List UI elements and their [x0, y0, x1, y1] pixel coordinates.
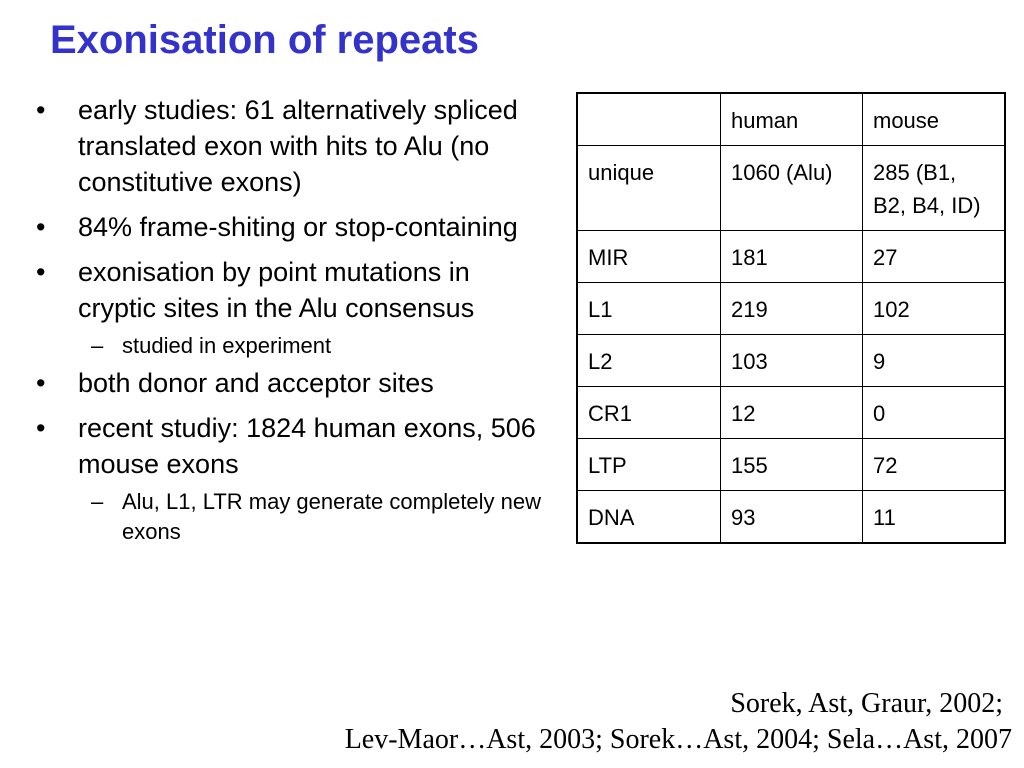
table-row — [577, 491, 1005, 544]
table-cell: 72 — [863, 439, 1006, 491]
table-row — [577, 231, 1005, 283]
bullet-dot-icon: • — [36, 257, 46, 287]
dash-icon: – — [91, 489, 104, 514]
bullet-text: 84% frame-shiting or stop-containing — [78, 212, 518, 242]
reference-line: Sorek, Ast, Graur, 2002; — [730, 688, 1003, 719]
sub-bullet-item — [34, 331, 554, 361]
bullet-text: early studies: 61 alternatively spliced translated exon with hits to Alu (no constitutive exons) — [78, 95, 518, 197]
table-header-cell: human — [721, 93, 863, 146]
sub-bullet-text: Alu, L1, LTR may generate completely new exons — [122, 489, 542, 544]
bullet-item — [34, 92, 554, 200]
table-cell: 27 — [863, 231, 1006, 283]
dash-icon: – — [91, 333, 104, 358]
bullet-text: exonisation by point mutations in cryptic sites in the Alu consensus — [78, 257, 475, 323]
table-cell: DNA — [577, 491, 721, 544]
table-row — [577, 146, 1005, 231]
bullet-dot-icon: • — [36, 212, 46, 242]
table-cell: 181 — [721, 231, 863, 283]
slide-title: Exonisation of repeats — [50, 18, 479, 62]
table-cell: 0 — [863, 387, 1006, 439]
bullet-item — [34, 365, 554, 401]
bullet-dot-icon: • — [36, 95, 46, 125]
bullet-item — [34, 254, 554, 326]
bullet-item — [34, 209, 554, 245]
table-row — [577, 439, 1005, 491]
table-cell: 93 — [721, 491, 863, 544]
table-cell: 9 — [863, 335, 1006, 387]
table-cell: 12 — [721, 387, 863, 439]
table-cell: unique — [577, 146, 721, 231]
table-cell: 11 — [863, 491, 1006, 544]
bullet-dot-icon: • — [36, 368, 46, 398]
bullet-list — [34, 92, 554, 551]
table-header-cell: mouse — [863, 93, 1006, 146]
bullet-item — [34, 410, 554, 482]
table-row — [577, 283, 1005, 335]
bullet-dot-icon: • — [36, 413, 46, 443]
table-cell: 1060 (Alu) — [721, 146, 863, 231]
table-cell: 155 — [721, 439, 863, 491]
table-header-cell — [577, 93, 721, 146]
table-cell: 103 — [721, 335, 863, 387]
table-cell: L1 — [577, 283, 721, 335]
table-row — [577, 335, 1005, 387]
table-row — [577, 387, 1005, 439]
bullet-text: recent studiy: 1824 human exons, 506 mouse exons — [78, 413, 536, 479]
table-header-row — [577, 93, 1005, 146]
bullet-text: both donor and acceptor sites — [78, 368, 434, 398]
table-cell: 102 — [863, 283, 1006, 335]
table-cell: MIR — [577, 231, 721, 283]
table-cell: 219 — [721, 283, 863, 335]
sub-bullet-text: studied in experiment — [122, 333, 332, 358]
table-cell: 285 (B1, B2, B4, ID) — [863, 146, 1006, 231]
repeats-table — [576, 92, 1006, 544]
table-cell: CR1 — [577, 387, 721, 439]
reference-line: Lev-Maor…Ast, 2003; Sorek…Ast, 2004; Sela…Ast, 2007 — [344, 724, 1012, 755]
sub-bullet-item — [34, 487, 554, 547]
table-cell: LTP — [577, 439, 721, 491]
references — [345, 686, 1012, 758]
table-cell: L2 — [577, 335, 721, 387]
